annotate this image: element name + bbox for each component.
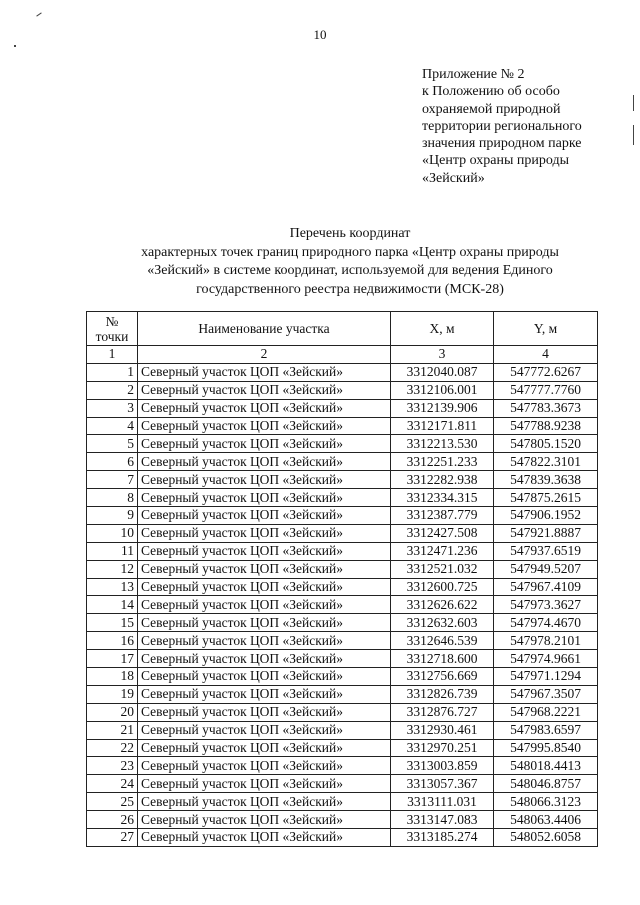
- x-coordinate-cell: 3312282.938: [391, 471, 494, 489]
- x-coordinate-cell: 3312756.669: [391, 668, 494, 686]
- table-row: [87, 739, 598, 757]
- header-point-number: [87, 312, 138, 346]
- table-row: [87, 417, 598, 435]
- plot-name-cell: Северный участок ЦОП «Зейский»: [138, 668, 391, 686]
- point-number-cell: 13: [87, 578, 138, 596]
- y-coordinate-cell: 547974.9661: [494, 650, 598, 668]
- y-coordinate-cell: 547772.6267: [494, 363, 598, 381]
- table-row: [87, 524, 598, 542]
- x-coordinate-cell: 3312334.315: [391, 489, 494, 507]
- x-coordinate-cell: 3312930.461: [391, 721, 494, 739]
- y-coordinate-cell: 547805.1520: [494, 435, 598, 453]
- appendix-line: Приложение № 2: [422, 67, 525, 82]
- table-row: [87, 381, 598, 399]
- table-row: [87, 668, 598, 686]
- scan-mark-top: [36, 12, 41, 16]
- header-num-word: точки: [95, 328, 129, 344]
- x-coordinate-cell: 3312387.779: [391, 507, 494, 525]
- scan-mark-right-1: [633, 95, 634, 111]
- y-coordinate-cell: 547788.9238: [494, 417, 598, 435]
- plot-name-cell: Северный участок ЦОП «Зейский»: [138, 578, 391, 596]
- y-coordinate-cell: 547995.8540: [494, 739, 598, 757]
- x-coordinate-cell: 3312213.530: [391, 435, 494, 453]
- point-number-cell: 22: [87, 739, 138, 757]
- appendix-line: к Положению об особо: [422, 84, 560, 100]
- plot-name-cell: Северный участок ЦОП «Зейский»: [138, 399, 391, 417]
- y-coordinate-cell: 548046.8757: [494, 775, 598, 793]
- y-coordinate-cell: 547968.2221: [494, 703, 598, 721]
- y-coordinate-cell: 547875.2615: [494, 489, 598, 507]
- plot-name-cell: Северный участок ЦОП «Зейский»: [138, 793, 391, 811]
- table-row: [87, 703, 598, 721]
- table-row: [87, 685, 598, 703]
- point-number-cell: 9: [87, 507, 138, 525]
- x-coordinate-cell: 3312970.251: [391, 739, 494, 757]
- x-coordinate-cell: 3312646.539: [391, 632, 494, 650]
- plot-name-cell: Северный участок ЦОП «Зейский»: [138, 542, 391, 560]
- table-row: [87, 507, 598, 525]
- x-coordinate-cell: 3312521.032: [391, 560, 494, 578]
- document-title: [60, 225, 640, 299]
- table-row: [87, 399, 598, 417]
- table-row: [87, 757, 598, 775]
- header-y: Y, м: [494, 312, 598, 346]
- table-header-row: [87, 312, 598, 346]
- title-line: Перечень координат: [289, 226, 411, 241]
- table-row: [87, 829, 598, 847]
- plot-name-cell: Северный участок ЦОП «Зейский»: [138, 811, 391, 829]
- table-row: [87, 775, 598, 793]
- title-line: государственного реестра недвижимости (МСК-28): [196, 281, 504, 297]
- x-coordinate-cell: 3312251.233: [391, 453, 494, 471]
- coordinates-table: [86, 311, 598, 847]
- x-coordinate-cell: 3312106.001: [391, 381, 494, 399]
- plot-name-cell: Северный участок ЦОП «Зейский»: [138, 703, 391, 721]
- column-index: 4: [494, 346, 598, 364]
- plot-name-cell: Северный участок ЦОП «Зейский»: [138, 489, 391, 507]
- table-row: [87, 596, 598, 614]
- x-coordinate-cell: 3312600.725: [391, 578, 494, 596]
- title-line: «Зейский» в системе координат, используемой для ведения Единого: [147, 263, 553, 278]
- header-x: X, м: [391, 312, 494, 346]
- y-coordinate-cell: 548018.4413: [494, 757, 598, 775]
- point-number-cell: 5: [87, 435, 138, 453]
- table-row: [87, 560, 598, 578]
- table-row: [87, 721, 598, 739]
- plot-name-cell: Северный участок ЦОП «Зейский»: [138, 685, 391, 703]
- y-coordinate-cell: 547967.4109: [494, 578, 598, 596]
- plot-name-cell: Северный участок ЦОП «Зейский»: [138, 739, 391, 757]
- plot-name-cell: Северный участок ЦОП «Зейский»: [138, 524, 391, 542]
- x-coordinate-cell: 3312626.622: [391, 596, 494, 614]
- plot-name-cell: Северный участок ЦОП «Зейский»: [138, 435, 391, 453]
- appendix-line: «Центр охраны природы: [422, 153, 569, 169]
- table-row: [87, 614, 598, 632]
- x-coordinate-cell: 3312718.600: [391, 650, 494, 668]
- y-coordinate-cell: 547921.8887: [494, 524, 598, 542]
- table-row: [87, 632, 598, 650]
- y-coordinate-cell: 547978.2101: [494, 632, 598, 650]
- x-coordinate-cell: 3312826.739: [391, 685, 494, 703]
- table-row: [87, 363, 598, 381]
- appendix-line: значения природном парке: [422, 136, 582, 152]
- point-number-cell: 1: [87, 363, 138, 381]
- y-coordinate-cell: 547967.3507: [494, 685, 598, 703]
- table-row: [87, 453, 598, 471]
- x-coordinate-cell: 3312632.603: [391, 614, 494, 632]
- scan-mark-right-2: [633, 125, 634, 145]
- point-number-cell: 12: [87, 560, 138, 578]
- point-number-cell: 19: [87, 685, 138, 703]
- y-coordinate-cell: 547777.7760: [494, 381, 598, 399]
- plot-name-cell: Северный участок ЦОП «Зейский»: [138, 453, 391, 471]
- table-row: [87, 793, 598, 811]
- y-coordinate-cell: 547822.3101: [494, 453, 598, 471]
- y-coordinate-cell: 547783.3673: [494, 399, 598, 417]
- plot-name-cell: Северный участок ЦОП «Зейский»: [138, 775, 391, 793]
- plot-name-cell: Северный участок ЦОП «Зейский»: [138, 381, 391, 399]
- point-number-cell: 17: [87, 650, 138, 668]
- point-number-cell: 4: [87, 417, 138, 435]
- y-coordinate-cell: 548063.4406: [494, 811, 598, 829]
- y-coordinate-cell: 548066.3123: [494, 793, 598, 811]
- point-number-cell: 3: [87, 399, 138, 417]
- y-coordinate-cell: 547937.6519: [494, 542, 598, 560]
- table-row: [87, 578, 598, 596]
- appendix-line: «Зейский»: [422, 170, 485, 186]
- plot-name-cell: Северный участок ЦОП «Зейский»: [138, 632, 391, 650]
- plot-name-cell: Северный участок ЦОП «Зейский»: [138, 757, 391, 775]
- point-number-cell: 8: [87, 489, 138, 507]
- x-coordinate-cell: 3312040.087: [391, 363, 494, 381]
- page-number: 10: [313, 27, 327, 42]
- plot-name-cell: Северный участок ЦОП «Зейский»: [138, 596, 391, 614]
- y-coordinate-cell: 547974.4670: [494, 614, 598, 632]
- column-index: 2: [138, 346, 391, 364]
- table-row: [87, 435, 598, 453]
- header-plot-name: Наименование участка: [138, 312, 391, 346]
- x-coordinate-cell: 3313185.274: [391, 829, 494, 847]
- point-number-cell: 26: [87, 811, 138, 829]
- table-row: [87, 471, 598, 489]
- x-coordinate-cell: 3312876.727: [391, 703, 494, 721]
- appendix-line: охраняемой природной: [422, 101, 561, 117]
- point-number-cell: 2: [87, 381, 138, 399]
- appendix-block: [422, 66, 622, 187]
- x-coordinate-cell: 3313111.031: [391, 793, 494, 811]
- point-number-cell: 20: [87, 703, 138, 721]
- point-number-cell: 16: [87, 632, 138, 650]
- point-number-cell: 14: [87, 596, 138, 614]
- point-number-cell: 18: [87, 668, 138, 686]
- y-coordinate-cell: 547906.1952: [494, 507, 598, 525]
- x-coordinate-cell: 3313057.367: [391, 775, 494, 793]
- plot-name-cell: Северный участок ЦОП «Зейский»: [138, 471, 391, 489]
- plot-name-cell: Северный участок ЦОП «Зейский»: [138, 560, 391, 578]
- appendix-line: территории регионального: [422, 118, 582, 134]
- x-coordinate-cell: 3313147.083: [391, 811, 494, 829]
- point-number-cell: 21: [87, 721, 138, 739]
- column-index: 1: [87, 346, 138, 364]
- plot-name-cell: Северный участок ЦОП «Зейский»: [138, 363, 391, 381]
- table-row: [87, 489, 598, 507]
- y-coordinate-cell: 547839.3638: [494, 471, 598, 489]
- x-coordinate-cell: 3313003.859: [391, 757, 494, 775]
- header-num-symbol: №: [105, 313, 119, 329]
- point-number-cell: 25: [87, 793, 138, 811]
- column-index-row: [87, 346, 598, 364]
- plot-name-cell: Северный участок ЦОП «Зейский»: [138, 721, 391, 739]
- x-coordinate-cell: 3312471.236: [391, 542, 494, 560]
- table-row: [87, 650, 598, 668]
- point-number-cell: 24: [87, 775, 138, 793]
- plot-name-cell: Северный участок ЦОП «Зейский»: [138, 650, 391, 668]
- point-number-cell: 10: [87, 524, 138, 542]
- title-line: характерных точек границ природного парка «Центр охраны природы: [141, 244, 559, 260]
- x-coordinate-cell: 3312171.811: [391, 417, 494, 435]
- y-coordinate-cell: 547973.3627: [494, 596, 598, 614]
- point-number-cell: 27: [87, 829, 138, 847]
- plot-name-cell: Северный участок ЦОП «Зейский»: [138, 417, 391, 435]
- point-number-cell: 23: [87, 757, 138, 775]
- point-number-cell: 7: [87, 471, 138, 489]
- column-index: 3: [391, 346, 494, 364]
- plot-name-cell: Северный участок ЦОП «Зейский»: [138, 614, 391, 632]
- y-coordinate-cell: 548052.6058: [494, 829, 598, 847]
- x-coordinate-cell: 3312427.508: [391, 524, 494, 542]
- scan-mark-left: [14, 45, 16, 47]
- plot-name-cell: Северный участок ЦОП «Зейский»: [138, 829, 391, 847]
- y-coordinate-cell: 547983.6597: [494, 721, 598, 739]
- plot-name-cell: Северный участок ЦОП «Зейский»: [138, 507, 391, 525]
- y-coordinate-cell: 547949.5207: [494, 560, 598, 578]
- point-number-cell: 11: [87, 542, 138, 560]
- x-coordinate-cell: 3312139.906: [391, 399, 494, 417]
- table-row: [87, 542, 598, 560]
- table-row: [87, 811, 598, 829]
- point-number-cell: 15: [87, 614, 138, 632]
- point-number-cell: 6: [87, 453, 138, 471]
- y-coordinate-cell: 547971.1294: [494, 668, 598, 686]
- table-body: [87, 363, 598, 846]
